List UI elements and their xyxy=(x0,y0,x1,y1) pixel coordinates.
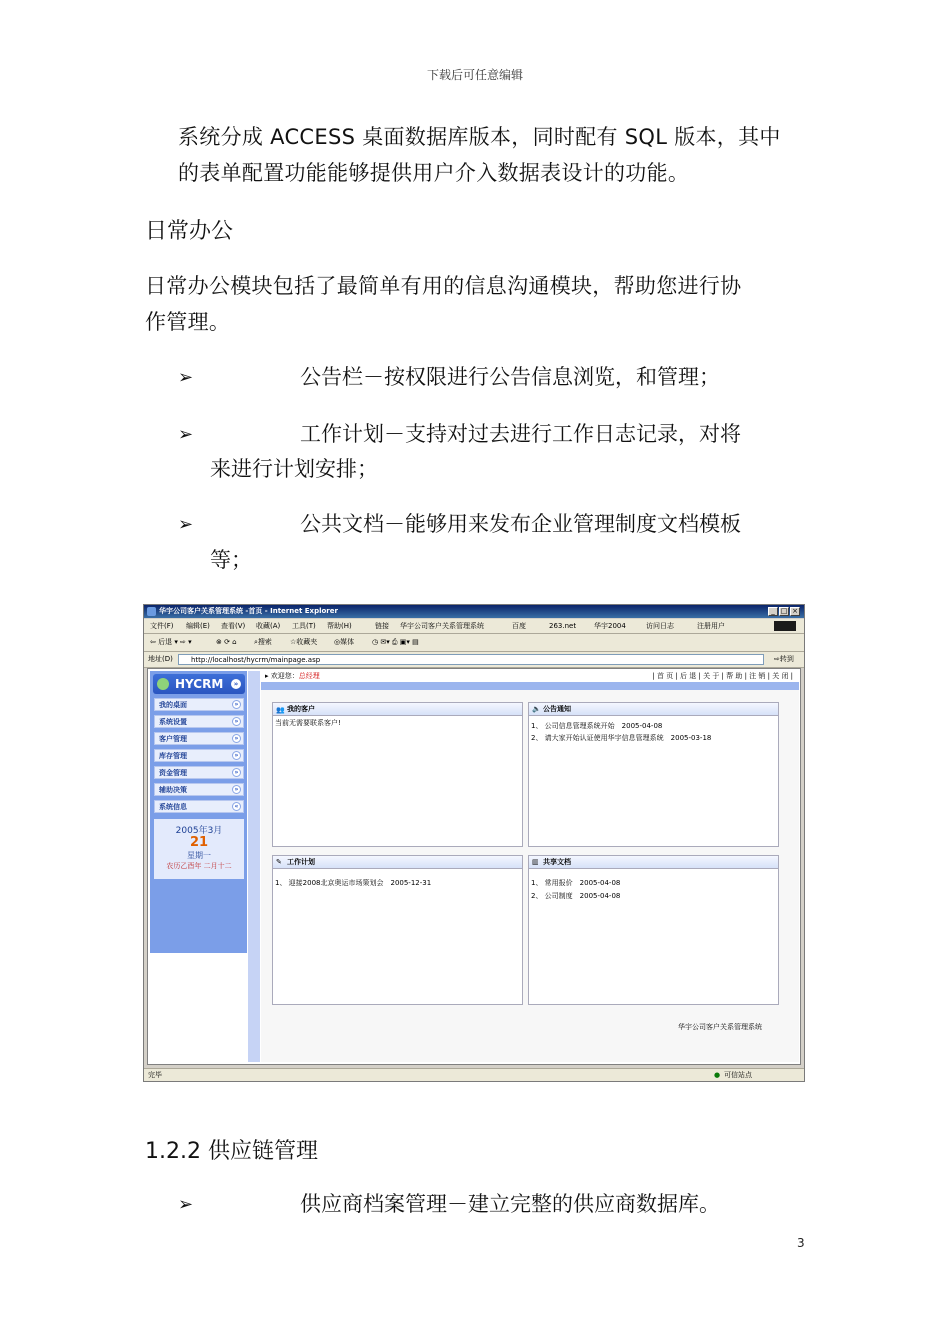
sidebar-item-system-info[interactable]: 系统信息 « xyxy=(154,800,244,813)
toolbar xyxy=(144,634,804,652)
sidebar-item-desktop[interactable]: 我的桌面 » xyxy=(154,698,244,711)
bullet-text-1: 公告栏－按权限进行公告信息浏览，和管理； xyxy=(300,365,720,389)
panel-title-plans: 工作计划 xyxy=(273,856,522,869)
history-mail-print-icons[interactable]: ◷ ✉▾ ⎙ ▣▾ ▤ xyxy=(372,638,419,646)
calendar-weekday: 星期一 xyxy=(187,851,211,860)
window-title: 华宇公司客户关系管理系统 -首页 - Internet Explorer xyxy=(159,607,338,615)
favorites-button[interactable]: ☆收藏夹 xyxy=(290,638,318,646)
status-text: 完毕 xyxy=(148,1071,162,1079)
menu-help[interactable]: 帮助(H) xyxy=(327,622,352,630)
bullet-text-2-cont: 来进行计划安排； xyxy=(210,457,378,481)
logo-user-icon xyxy=(157,678,169,690)
embedded-screenshot xyxy=(143,604,805,1082)
notepad-icon: ✎ xyxy=(276,858,282,866)
bullet-text-3: 公共文档－能够用来发布企业管理制度文档模板 xyxy=(300,512,741,536)
panel-work-plan xyxy=(272,855,523,1005)
footer-system-name: 华宇公司客户关系管理系统 xyxy=(678,1023,762,1031)
calendar-month: 2005年3月 xyxy=(175,826,223,836)
chevron-down-icon[interactable]: » xyxy=(231,679,241,689)
maximize-icon[interactable]: □ xyxy=(780,607,788,615)
doc-item[interactable]: 2、 公司制度 2005-04-08 xyxy=(531,892,621,900)
stop-refresh-home-icons[interactable]: ⊗ ⟳ ⌂ xyxy=(216,638,237,646)
chevron-down-icon: » xyxy=(232,700,241,709)
menu-file[interactable]: 文件(F) xyxy=(150,622,174,630)
chevron-down-icon: » xyxy=(232,717,241,726)
page-number: 3 xyxy=(797,1236,805,1250)
bullet-arrow-1: ➢ xyxy=(178,367,194,388)
section-heading-supply-chain: 1.2.2 供应链管理 xyxy=(145,1139,318,1164)
link-hycrm[interactable]: 华宇公司客户关系管理系统 xyxy=(400,622,484,630)
windows-logo-icon xyxy=(774,621,796,631)
logo-text: HYCRM xyxy=(175,677,224,691)
header-divider xyxy=(261,682,799,690)
calendar-widget xyxy=(154,819,244,879)
trusted-site-icon: ● xyxy=(714,1071,721,1079)
search-button[interactable]: ⌕搜索 xyxy=(254,638,272,646)
menu-bar xyxy=(144,619,804,634)
intro-line-1: 系统分成 ACCESS 桌面数据库版本，同时配有 SQL 版本，其中 xyxy=(178,125,781,149)
sidebar-item-decision[interactable]: 辅助决策 » xyxy=(154,783,244,796)
menu-tools[interactable]: 工具(T) xyxy=(292,622,316,630)
chevron-down-icon: » xyxy=(232,751,241,760)
status-bar xyxy=(144,1068,804,1082)
users-icon: 👥 xyxy=(276,706,285,714)
link-registered-users[interactable]: 注册用户 xyxy=(697,622,725,630)
panel-title-docs: 共享文档 xyxy=(529,856,778,869)
chevron-down-icon: » xyxy=(232,734,241,743)
notice-item[interactable]: 2、 请大家开始认证使用华宇信息管理系统 2005-03-18 xyxy=(531,734,712,742)
panel-title-customers: 我的客户 xyxy=(273,703,522,716)
link-access-log[interactable]: 访问日志 xyxy=(646,622,674,630)
section-desc-line-1: 日常办公模块包括了最简单有用的信息沟通模块，帮助您进行协 xyxy=(145,274,742,298)
bullet-text-2: 工作计划－支持对过去进行工作日志记录，对将 xyxy=(300,422,741,446)
intro-line-2: 的表单配置功能能够提供用户介入数据表设计的功能。 xyxy=(178,161,690,185)
calendar-lunar: 农历乙酉年 二月十二 xyxy=(166,862,232,870)
speaker-icon: 🔈 xyxy=(532,705,541,713)
address-input[interactable]: http://localhost/hycrm/mainpage.asp xyxy=(178,654,764,665)
bullet-arrow-4: ➢ xyxy=(178,1194,194,1215)
sidebar-item-settings[interactable]: 系统设置 » xyxy=(154,715,244,728)
close-icon[interactable]: × xyxy=(790,607,800,616)
panel-title-notices: 公告通知 xyxy=(529,703,778,716)
panel-notices xyxy=(528,702,779,847)
minimize-icon[interactable]: _ xyxy=(768,607,778,616)
back-button[interactable]: ⇦ 后退 ▾ ⇨ ▾ xyxy=(150,638,192,646)
address-label: 地址(D) xyxy=(148,655,173,663)
chevron-down-icon: » xyxy=(232,768,241,777)
sidebar-item-customers[interactable]: 客户管理 » xyxy=(154,732,244,745)
chevron-down-icon: » xyxy=(232,785,241,794)
section-heading-daily-office: 日常办公 xyxy=(145,219,234,244)
bullet-text-4: 供应商档案管理－建立完整的供应商数据库。 xyxy=(300,1192,720,1216)
section-desc-line-2: 作管理。 xyxy=(145,310,231,334)
menu-edit[interactable]: 编辑(E) xyxy=(186,622,210,630)
welcome-label: ▸ 欢迎您：总经理 xyxy=(265,672,320,680)
links-label: 链接 xyxy=(375,622,389,630)
bullet-arrow-2: ➢ xyxy=(178,424,194,445)
link-263[interactable]: 263.net xyxy=(549,622,577,630)
sidebar-item-inventory[interactable]: 库存管理 » xyxy=(154,749,244,762)
doc-item[interactable]: 1、 常用报价 2005-04-08 xyxy=(531,879,621,887)
notice-item[interactable]: 1、 公司信息管理系统开始 2005-04-08 xyxy=(531,722,663,730)
panel-shared-docs xyxy=(528,855,779,1005)
top-nav-links[interactable]: | 首 页 | 后 退 | 关 于 | 帮 助 | 注 销 | 关 闭 | xyxy=(652,672,793,680)
go-button[interactable]: ⇨转到 xyxy=(774,655,794,663)
menu-view[interactable]: 查看(V) xyxy=(221,622,246,630)
books-icon: ▥ xyxy=(532,858,539,866)
hycrm-logo xyxy=(153,674,245,694)
link-baidu[interactable]: 百度 xyxy=(512,622,526,630)
panel-my-customers xyxy=(272,702,523,847)
zone-text: 可信站点 xyxy=(724,1071,752,1079)
link-huayu2004[interactable]: 华宇2004 xyxy=(594,622,626,630)
page-header-note: 下载后可任意编辑 xyxy=(426,68,523,82)
calendar-day: 21 xyxy=(189,835,209,850)
sidebar-item-funds[interactable]: 资金管理 » xyxy=(154,766,244,779)
menu-favorites[interactable]: 收藏(A) xyxy=(256,622,281,630)
ie-logo-icon xyxy=(147,607,156,616)
customer-line: 当前无需要联系客户! xyxy=(275,719,341,727)
media-button[interactable]: ◎媒体 xyxy=(334,638,355,646)
bullet-text-3-cont: 等； xyxy=(210,548,252,572)
window-titlebar xyxy=(144,605,804,618)
sidebar-splitter[interactable] xyxy=(248,671,260,1062)
plan-item[interactable]: 1、 迎接2008北京奥运市场策划会 2005-12-31 xyxy=(275,879,432,887)
chevron-up-icon: « xyxy=(232,802,241,811)
bullet-arrow-3: ➢ xyxy=(178,514,194,535)
